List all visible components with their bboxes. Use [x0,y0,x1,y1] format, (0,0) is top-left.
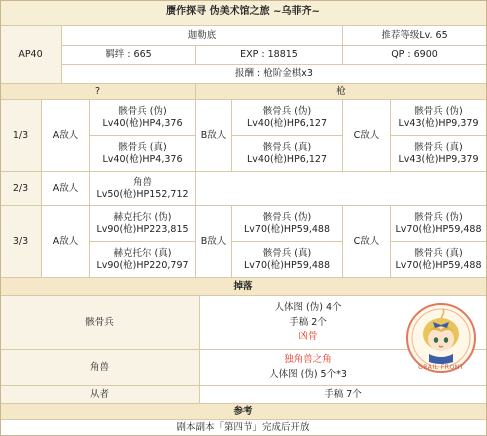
recommended-level: 推荐等级Lv. 65 [343,26,487,46]
quest-reward: 报酬 : 枪阶金棋x3 [62,65,487,84]
drop-items-servant: 手稿 7个 [200,386,487,404]
enemy-name: 骸骨兵 (伪) [262,105,312,117]
wave-3-enemy-c-label: C敌人 [343,206,391,278]
drop-item: 人体图 (伪) 4个 [274,301,342,313]
drops-header: 掉落 [0,278,487,296]
qp-reward: QP : 6900 [343,46,487,65]
enemy-stats: Lv40(枪)HP6,127 [247,153,327,165]
enemy-name: 骸骨兵 (真) [414,141,463,153]
enemy-stats: Lv43(枪)HP9,379 [398,153,479,165]
drop-item-highlight: 独角兽之角 [284,354,332,366]
wave-3-label: 3/3 [0,206,42,278]
wave-1-enemy-a-label: A敌人 [42,100,90,172]
drop-item-highlight: 凶骨 [298,331,318,343]
enemy-name: 骸骨兵 (真) [262,247,312,259]
enemy-stats: Lv90(枪)HP223,815 [96,223,189,235]
class-header-left: ? [0,84,196,100]
enemy-name: 赫克托尔 (伪) [113,211,172,223]
bond-points: 羁绊 : 665 [62,46,196,65]
enemy-name: 角兽 [132,176,152,188]
enemy-name: 赫克托尔 (真) [113,247,172,259]
notes-header: 参考 [0,404,487,420]
enemy-stats: Lv90(枪)HP220,797 [96,259,189,271]
enemy-name: 骸骨兵 (伪) [414,211,463,223]
wave-1-label: 1/3 [0,100,42,172]
wave-2-label: 2/3 [0,172,42,206]
ap-cost: AP40 [0,26,62,84]
wave-3-enemy-c1 [391,206,487,242]
wave-2-empty [196,172,487,206]
wave-3-enemy-a1 [90,206,196,242]
wave-3-enemy-a-label: A敌人 [42,206,90,278]
wave-1-enemy-b-label: B敌人 [196,100,232,172]
wave-1-enemy-c-label: C敌人 [343,100,391,172]
enemy-stats: Lv50(枪)HP152,712 [96,188,189,200]
enemy-stats: Lv70(枪)HP59,488 [243,223,331,235]
enemy-stats: Lv70(枪)HP59,488 [395,259,482,271]
wave-3-enemy-b-label: B敌人 [196,206,232,278]
enemy-stats: Lv70(枪)HP59,488 [395,223,482,235]
enemy-stats: Lv40(枪)HP6,127 [247,117,327,129]
enemy-name: 骸骨兵 (真) [118,141,167,153]
wave-1-enemy-c1 [391,100,487,136]
class-header-right: 枪 [196,84,487,100]
wave-2-enemy-a1 [90,172,196,206]
enemy-name: 骸骨兵 (伪) [118,105,167,117]
wave-3-enemy-a2 [90,242,196,278]
drop-item: 手稿 2个 [289,316,327,328]
wave-2-enemy-a-label: A敌人 [42,172,90,206]
enemy-name: 骸骨兵 (伪) [262,211,312,223]
enemy-stats: Lv40(枪)HP4,376 [102,117,183,129]
enemy-name: 骸骨兵 (伪) [414,105,463,117]
wave-3-enemy-b2 [232,242,343,278]
notes-text: 剧本副本「第四节」完成后开放 [0,420,487,436]
drop-item: 人体图 (伪) 5个*3 [269,369,347,380]
wave-3-enemy-b1 [232,206,343,242]
drop-enemy-servant: 从者 [0,386,200,404]
wave-1-enemy-a1 [90,100,196,136]
wave-1-enemy-b2 [232,136,343,172]
enemy-stats: Lv43(枪)HP9,379 [398,117,479,129]
drop-enemy-skeleton: 骸骨兵 [0,296,200,350]
drop-enemy-horn: 角兽 [0,350,200,386]
quest-location: 迦勒底 [62,26,343,46]
wave-1-enemy-a2 [90,136,196,172]
wave-1-enemy-c2 [391,136,487,172]
wave-3-enemy-c2 [391,242,487,278]
enemy-stats: Lv70(枪)HP59,488 [243,259,331,271]
wave-1-enemy-b1 [232,100,343,136]
mascot-caption: GRAIL FRONT [418,364,464,371]
enemy-name: 骸骨兵 (真) [414,247,463,259]
quest-title: 赝作探寻 伪美术馆之旅 ~乌菲齐~ [0,0,487,26]
enemy-stats: Lv40(枪)HP4,376 [102,153,183,165]
exp-reward: EXP : 18815 [196,46,343,65]
enemy-name: 骸骨兵 (真) [262,141,312,153]
